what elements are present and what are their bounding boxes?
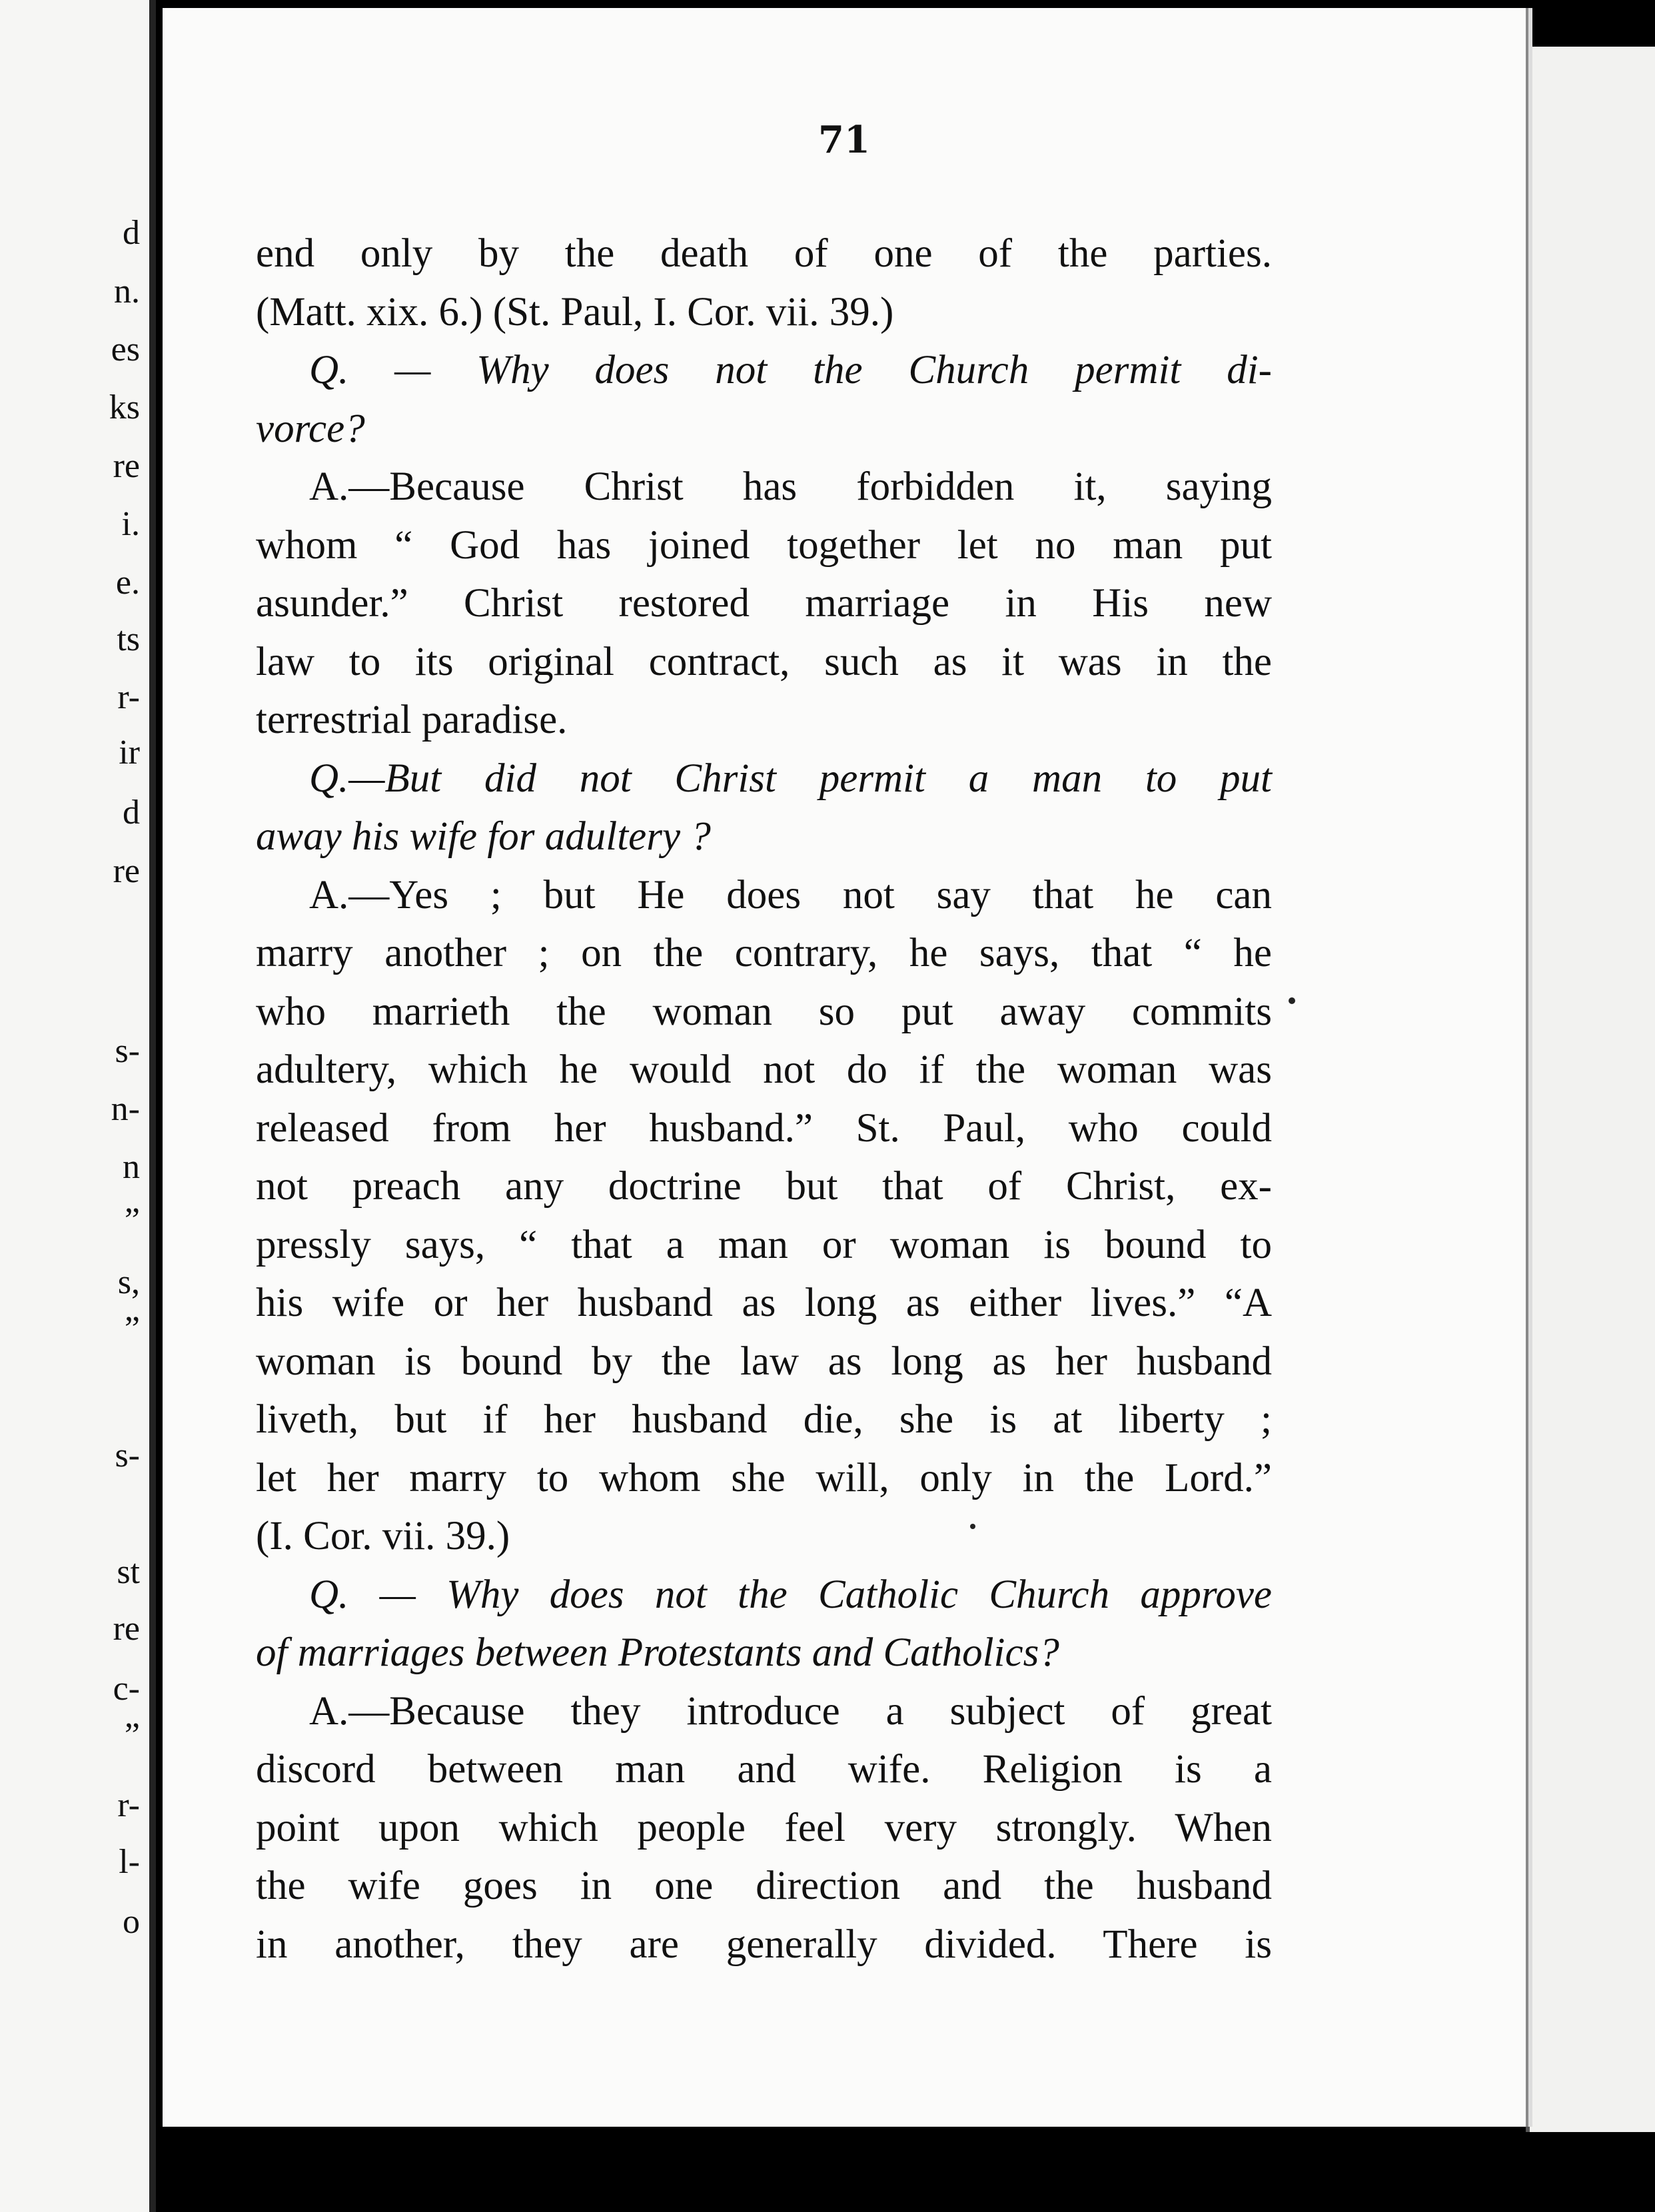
page-text <box>256 225 1272 1973</box>
text-line: adultery, which he would not do if the woman was <box>256 1047 1272 1092</box>
text-line: A.—Yes ; but He does not say that he can <box>309 872 1272 917</box>
left-page-fragment: o <box>123 1903 140 1941</box>
question-line: Q. — Why does not the Catholic Church approve <box>309 1572 1272 1617</box>
left-page-fragment: ir <box>119 734 140 772</box>
text-line: law to its original contract, such as it was in the <box>256 639 1272 684</box>
text-line: not preach any doctrine but that of Christ, ex- <box>256 1164 1272 1209</box>
text-line: liveth, but if her husband die, she is at liberty ; <box>256 1397 1272 1442</box>
text-line: released from her husband.” St. Paul, who could <box>256 1105 1272 1151</box>
text-line: terrestrial paradise. <box>256 698 568 742</box>
left-page-fragment: ” <box>124 1201 140 1239</box>
text-line: A.—Because they introduce a subject of great <box>309 1688 1272 1734</box>
text-line: point upon which people feel very strongly. When <box>256 1805 1272 1850</box>
left-page-fragment: r- <box>117 678 140 716</box>
right-page-edge <box>1526 47 1655 2132</box>
left-page-fragment: st <box>117 1553 140 1591</box>
text-line: his wife or her husband as long as either lives.” “A <box>256 1281 1272 1325</box>
left-page-fragment: ” <box>124 1310 140 1348</box>
question-line: Q.—But did not Christ permit a man to put <box>309 756 1272 801</box>
left-page-fragment: ” <box>124 1716 140 1754</box>
text-line: (I. Cor. vii. 39.) <box>256 1514 510 1558</box>
left-page-fragment: s, <box>117 1263 140 1301</box>
left-page-fragment: d <box>123 794 140 831</box>
left-page-fragment: d <box>123 214 140 252</box>
left-page-fragment: n- <box>111 1090 140 1128</box>
question-line: of marriages between Protestants and Catholics? <box>256 1630 1059 1675</box>
left-page-fragment: ts <box>117 620 140 658</box>
left-page-fragment: n. <box>114 273 140 310</box>
text-line: discord between man and wife. Religion is a <box>256 1747 1272 1792</box>
book-page <box>163 8 1528 2127</box>
page-number: 71 <box>818 118 870 162</box>
text-line: who marrieth the woman so put away commits <box>256 989 1272 1034</box>
left-page-edge <box>0 0 156 2212</box>
left-page-fragment: es <box>111 330 140 368</box>
text-line: A.—Because Christ has forbidden it, saying <box>309 464 1272 509</box>
speck <box>1289 997 1295 1004</box>
text-line: woman is bound by the law as long as her husband <box>256 1339 1272 1384</box>
left-page-fragment: l- <box>119 1843 140 1881</box>
left-page-fragment: re <box>113 447 140 485</box>
text-line: the wife goes in one direction and the husband <box>256 1864 1272 1908</box>
text-line: (Matt. xix. 6.) (St. Paul, I. Cor. vii. 39.) <box>256 289 894 334</box>
left-page-fragment: s- <box>115 1436 140 1474</box>
text-line: whom “ God has joined together let no man put <box>256 522 1272 568</box>
left-page-fragment: e. <box>115 564 140 602</box>
text-line: pressly says, “ that a man or woman is bound to <box>256 1222 1272 1267</box>
left-page-fragment: ks <box>109 388 140 426</box>
text-line: asunder.” Christ restored marriage in His new <box>256 581 1272 626</box>
text-line: let her marry to whom she will, only in the Lord.” <box>256 1455 1272 1500</box>
left-page-fragment: r- <box>117 1786 140 1824</box>
left-page-fragment: re <box>113 1610 140 1648</box>
left-page-fragment: c- <box>113 1670 140 1708</box>
question-line: away his wife for adultery ? <box>256 814 711 859</box>
question-line: vorce? <box>256 406 365 451</box>
left-page-fragment: s- <box>115 1032 140 1070</box>
left-page-fragment: re <box>113 852 140 890</box>
question-line: Q. — Why does not the Church permit di- <box>309 348 1272 392</box>
left-page-fragment: n <box>123 1148 140 1186</box>
text-line: in another, they are generally divided. There is <box>256 1922 1272 1967</box>
left-page-fragment: i. <box>121 505 140 543</box>
text-line: end only by the death of one of the parties. <box>256 231 1272 276</box>
speck <box>970 1524 975 1529</box>
text-line: marry another ; on the contrary, he says, that “ he <box>256 931 1272 975</box>
